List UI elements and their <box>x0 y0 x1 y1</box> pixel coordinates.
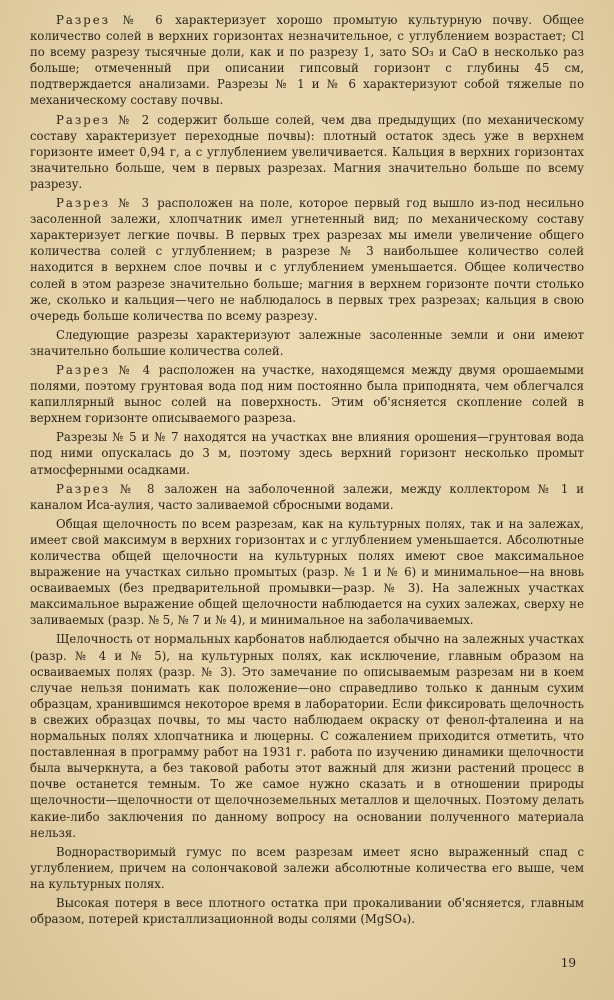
paragraph-text: Следующие разрезы характеризуют залежные засоленные земли и они имеют значительно большие количества солей. <box>30 327 584 358</box>
paragraph-text: расположен на участке, находящемся между двумя орошаемыми полями, поэтому грунтовая вода под ним постоянно была приподнята, чем облегчался капиллярный вынос солей на поверхность. Этим об'ясняется скопление солей в верхнем горизонте описываемого разреза. <box>30 362 584 426</box>
paragraph-following-sections <box>30 327 584 359</box>
paragraph-razrez-3 <box>30 195 584 324</box>
paragraph-razrez-5-7 <box>30 429 584 477</box>
paragraph-lead: Разрез № 2 <box>56 112 152 127</box>
paragraph-text: Высокая потеря в весе плотного остатка при прокаливании об'ясняется, главным образом, потерей кристаллизационной воды солями (MgSO₄). <box>30 895 584 927</box>
paragraph-razrez-2 <box>30 112 584 192</box>
paragraph-text: характеризует хорошо промытую культурную почву. Общее количество солей в верхних горизонтах незначительное, с углублением возрастает; Cl по всему разрезу тысячные доли, как и по разрезу 1, зато SO₃ и CaO в несколько раз больше; отмеченный при описании гипсовый горизонт с глубины 45 см, подтверждается анализами. Разрезы № 1 и № 6 характеризуют собой тяжелые по механическому составу почвы. <box>30 13 584 108</box>
paragraph-carbonate-alkalinity <box>30 631 584 840</box>
paragraph-razrez-4 <box>30 362 584 426</box>
paragraph-weight-loss <box>30 895 584 927</box>
paragraph-text: Щелочность от нормальных карбонатов наблюдается обычно на залежных участках (разр. № 4 и № 5), на культурных полях, как исключение, главным образом на осваиваемых полях (разр. № 3). Это замечание по описываемым разрезам ни в коем случае нельзя понимать как положение—оно справедливо только к данным сухим образцам, хранившимся некоторое время в лаборатории. Если фиксировать щелочность в свежих образцах почвы, то мы часто наблюдаем окраску от фенол-фталеина и на нормальных полях хлопчатника и люцерны. С сожалением приходится отметить, что поставленная в программу работ на 1931 г. работа по изучению динамики щелочности была вычеркнута, а без таковой работы этот важный для жизни растений процесс в почве останется темным. То же самое нужно сказать и в отношении природы щелочности—щелочности от щелочноземельных металлов и щелочных. Поэтому делать какие-либо заключения по данному вопросу на основании полученного материала нельзя. <box>30 632 584 840</box>
paragraph-lead: Разрез № 8 <box>56 481 157 496</box>
paragraph-humus <box>30 844 584 892</box>
paragraph-lead: Разрез № 3 <box>56 196 152 211</box>
paragraph-razrez-8 <box>30 481 584 513</box>
paragraph-text: Воднорастворимый гумус по всем разрезам имеет ясно выраженный спад с углублением, причем на солончаковой залежи абсолютные количества его выше, чем на культурных полях. <box>30 844 584 891</box>
paragraph-text: заложен на заболоченной залежи, между коллектором № 1 и каналом Иса-аулия, часто заливаемой сбросными водами. <box>30 481 585 512</box>
paragraph-text: содержит больше солей, чем два предыдущих (по механическому составу характеризует переходные почвы): плотный остаток здесь уже в верхнем горизонте имеет 0,94 г, а с углублением увеличивается. Кальция в верхних горизонтах значительно больше, чем в первых разрезах. Магния значительно больше по всему разрезу. <box>30 112 585 191</box>
paragraph-lead: Разрез № 4 <box>56 362 153 377</box>
paragraph-razrez-6 <box>30 12 584 109</box>
page-number: 19 <box>560 956 576 970</box>
paragraph-total-alkalinity <box>30 516 584 629</box>
paragraph-text: Общая щелочность по всем разрезам, как на культурных полях, так и на залежах, имеет свой максимум в верхних горизонтах и с углублением уменьшается. Абсолютные количества общей щелочности на культурных полях имеют свое максимальное выражение на участках сильно промытых (разр. № 1 и № 6) и минимальное—на вновь осваиваемых (без предварительной промывки—разр. № 3). На залежных участках максимальное выражение общей щелочности наблюдается на сухих залежах, сверху не заливаемых (разр. № 5, № 7 и № 4), и минимальное на заболачиваемых. <box>30 516 584 628</box>
paragraph-text: расположен на поле, которое первый год вышло из-под несильно засоленной залежи, хлопчатник имел угнетенный вид; по механическому составу характеризует легкие почвы. В первых трех разрезах мы имели увеличение общего количества солей с углублением; в разрезе № 3 наибольшее количество солей находится в верхнем слое почвы и с углублением уменьшается. Общее количество солей в этом разрезе значительно больше; магния в верхнем горизонте почти столько же, сколько и кальция—чего не наблюдалось в первых трех разрезах; кальция в свою очередь больше количества по всему разрезу. <box>30 196 585 323</box>
paragraph-text: Разрезы № 5 и № 7 находятся на участках вне влияния орошения—грунтовая вода под ними опускалась до 3 м, поэтому здесь верхний горизонт несколько промыт атмосферными осадками. <box>30 430 584 477</box>
paragraph-lead: Разрез № 6 <box>56 13 165 27</box>
